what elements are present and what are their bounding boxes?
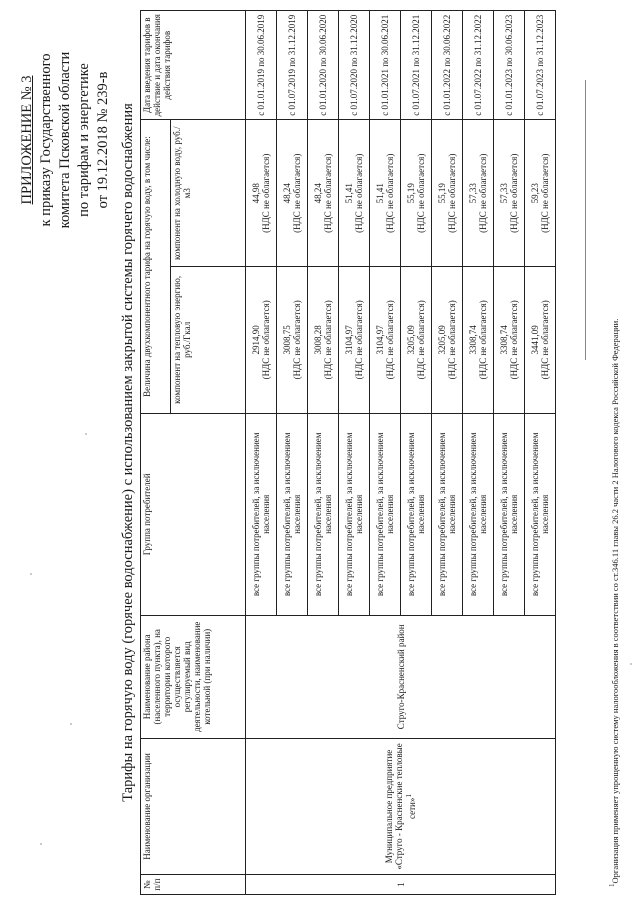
row-heat-value: 3205,09 xyxy=(406,325,416,355)
row-water xyxy=(246,120,277,267)
row-heat-vat: (НДС не облагается) xyxy=(261,300,271,380)
row-period: с 01.01.2021 по 30.06.2021 xyxy=(370,11,401,120)
org-number: 1 xyxy=(246,875,556,895)
row-water-vat: (НДС не облагается) xyxy=(540,153,550,233)
row-water-value: 59,23 xyxy=(530,183,540,204)
row-heat-value: 3205,09 xyxy=(437,325,447,355)
row-group: все группы потребителей, за исключением населения xyxy=(339,413,370,615)
scan-speck xyxy=(85,433,87,435)
appendix-header xyxy=(18,20,113,260)
row-group: все группы потребителей, за исключением населения xyxy=(370,413,401,615)
row-water-vat: (НДС не облагается) xyxy=(478,153,488,233)
row-heat xyxy=(246,267,277,414)
row-group: все группы потребителей, за исключением населения xyxy=(277,413,308,615)
row-heat-value: 3008,28 xyxy=(313,325,323,355)
row-heat xyxy=(308,267,339,414)
row-heat-value: 2914,90 xyxy=(251,325,261,355)
header-district: Наименование района (населенного пункта), на территории которого осуществляется регулируемый вид деятельности, наименование котельной (при наличии) xyxy=(141,616,246,739)
row-heat-value: 3008,75 xyxy=(282,325,292,355)
row-water xyxy=(401,120,432,267)
header-heat-component: компонент на тепловую энергию, руб./Гкал xyxy=(171,267,246,414)
footnote xyxy=(608,319,620,887)
scan-speck xyxy=(630,663,632,665)
row-water xyxy=(525,120,556,267)
row-water xyxy=(432,120,463,267)
row-water-vat: (НДС не облагается) xyxy=(447,153,457,233)
row-water xyxy=(463,120,494,267)
row-heat-value: 3308,74 xyxy=(499,325,509,355)
tariff-table xyxy=(140,10,556,895)
row-period: с 01.01.2022 по 30.06.2022 xyxy=(432,11,463,120)
row-water xyxy=(277,120,308,267)
row-group: все группы потребителей, за исключением населения xyxy=(494,413,525,615)
row-water-value: 51,41 xyxy=(375,183,385,204)
row-heat xyxy=(494,267,525,414)
scan-speck xyxy=(70,723,72,725)
row-water-vat: (НДС не облагается) xyxy=(509,153,519,233)
row-heat-vat: (НДС не облагается) xyxy=(509,300,519,380)
row-period: с 01.01.2023 по 30.06.2023 xyxy=(494,11,525,120)
row-water-vat: (НДС не облагается) xyxy=(354,153,364,233)
scan-speck xyxy=(30,573,32,575)
row-water-value: 44,98 xyxy=(251,183,261,204)
row-period: с 01.07.2021 по 31.12.2021 xyxy=(401,11,432,120)
row-water xyxy=(308,120,339,267)
footnote-mark: 1 xyxy=(608,883,616,887)
row-period: с 01.01.2020 по 30.06.2020 xyxy=(308,11,339,120)
tariff-table-body xyxy=(246,11,556,895)
row-period: с 01.01.2019 по 30.06.2019 xyxy=(246,11,277,120)
row-heat-vat: (НДС не облагается) xyxy=(323,300,333,380)
row-heat-vat: (НДС не облагается) xyxy=(540,300,550,380)
appendix-line-committee: комитета Псковской области xyxy=(57,51,73,229)
row-water-value: 55,19 xyxy=(437,183,447,204)
row-group: все группы потребителей, за исключением населения xyxy=(525,413,556,615)
header-num: № п/п xyxy=(141,875,246,895)
header-tariff-group: Величина двухкомпонентного тарифа на горячую воду, в том числе: xyxy=(141,120,171,413)
row-water-vat: (НДС не облагается) xyxy=(416,153,426,233)
row-heat xyxy=(339,267,370,414)
row-heat-vat: (НДС не облагается) xyxy=(416,300,426,380)
org-name-cell xyxy=(246,738,556,875)
row-water-vat: (НДС не облагается) xyxy=(385,153,395,233)
row-heat xyxy=(463,267,494,414)
row-heat-value: 3308,74 xyxy=(468,325,478,355)
row-group: все группы потребителей, за исключением населения xyxy=(432,413,463,615)
row-water-value: 48,24 xyxy=(313,183,323,204)
appendix-line-tariffs: по тарифам и энергетике xyxy=(76,63,92,217)
row-heat-value: 3104,97 xyxy=(375,325,385,355)
row-period: с 01.07.2020 по 31.12.2020 xyxy=(339,11,370,120)
appendix-number: ПРИЛОЖЕНИЕ № 3 xyxy=(19,75,35,205)
row-heat-vat: (НДС не облагается) xyxy=(385,300,395,380)
row-water-value: 57,33 xyxy=(468,183,478,204)
row-heat-vat: (НДС не облагается) xyxy=(447,300,457,380)
row-heat xyxy=(432,267,463,414)
row-water-vat: (НДС не облагается) xyxy=(292,153,302,233)
row-water-vat: (НДС не облагается) xyxy=(323,153,333,233)
appendix-line-order: к приказу Государственного xyxy=(38,53,54,227)
row-group: все группы потребителей, за исключением населения xyxy=(246,413,277,615)
row-water-vat: (НДС не облагается) xyxy=(261,153,271,233)
row-group: все группы потребителей, за исключением населения xyxy=(308,413,339,615)
row-heat xyxy=(370,267,401,414)
row-group: все группы потребителей, за исключением населения xyxy=(401,413,432,615)
row-period: с 01.07.2022 по 31.12.2022 xyxy=(463,11,494,120)
appendix-line-date: от 19.12.2018 № 239-в xyxy=(95,71,111,209)
row-water-value: 57,33 xyxy=(499,183,509,204)
row-heat-vat: (НДС не облагается) xyxy=(478,300,488,380)
header-water-component: компонент на холодную воду, руб./м3 xyxy=(171,120,246,267)
row-water xyxy=(494,120,525,267)
row-period: с 01.07.2023 по 31.12.2023 xyxy=(525,11,556,120)
row-group: все группы потребителей, за исключением населения xyxy=(463,413,494,615)
row-heat-value: 3104,97 xyxy=(344,325,354,355)
row-heat xyxy=(525,267,556,414)
row-water-value: 55,19 xyxy=(406,183,416,204)
row-heat-vat: (НДС не облагается) xyxy=(292,300,302,380)
row-heat xyxy=(401,267,432,414)
org-footnote-mark: 1 xyxy=(404,793,413,798)
row-water xyxy=(370,120,401,267)
row-water-value: 51,41 xyxy=(344,183,354,204)
row-heat-vat: (НДС не облагается) xyxy=(354,300,364,380)
row-period: с 01.07.2019 по 31.12.2019 xyxy=(277,11,308,120)
header-period: Дата введения тарифов в действие и дата окончания действия тарифов xyxy=(141,11,246,120)
org-name: Муниципальное предприятие «Струго - Красненские тепловые сети» xyxy=(384,743,417,870)
footnote-separator xyxy=(585,80,586,360)
document-title: Тарифы на горячую воду (горячее водоснабжение) с использованием закрытой системы горячего водоснабжения xyxy=(120,103,136,802)
row-heat-value: 3441,09 xyxy=(530,325,540,355)
district-cell: Струго-Красненский район xyxy=(246,616,556,739)
footnote-text: Организация применяет упрощенную систему налогообложения в соответствии со ст.346.11 главы 26.2 части 2 Налогового кодекса Российской Федерации. xyxy=(609,318,620,884)
scan-speck xyxy=(40,843,42,845)
row-water xyxy=(339,120,370,267)
row-water-value: 48,24 xyxy=(282,183,292,204)
header-consumer-group: Группа потребителей xyxy=(141,413,246,615)
row-heat xyxy=(277,267,308,414)
header-organization: Наименование организации xyxy=(141,738,246,875)
